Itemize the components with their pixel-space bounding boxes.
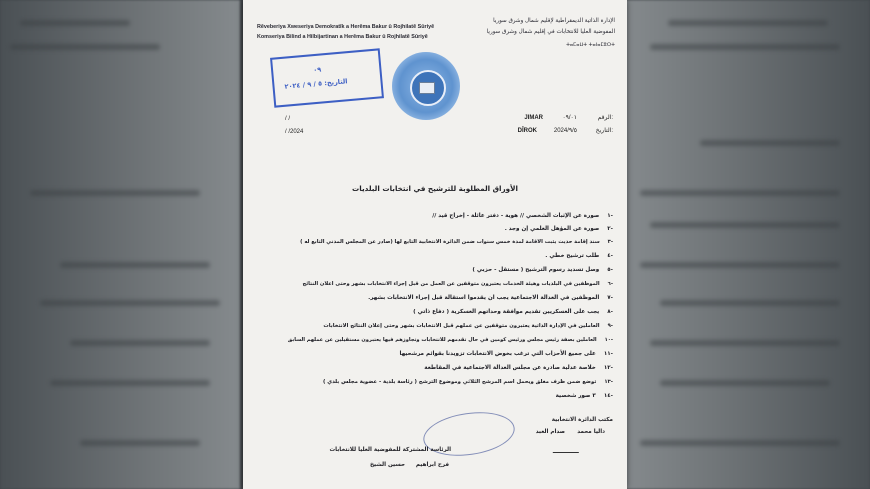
right-number-kurdish-label: JIMAR bbox=[524, 115, 543, 121]
list-item: -١صورة عن الإثبات الشخصي // هوية - دفتر عائلة - إخراج قيد // bbox=[432, 213, 613, 219]
document-title: الأوراق المطلوبة للترشيح في انتخابات البلديات bbox=[352, 184, 518, 193]
signature-name-2: صدام العبد bbox=[535, 429, 565, 435]
list-item: -٦الموظفين في البلديات وهيئة الخدمات يعتبرون متوقفين عن العمل من قبل إجراء الانتخابات بشهر وحتى اعلان النتائج bbox=[302, 281, 613, 287]
stamp-line2: التاريخ: ٥ / ٩ / ٢٠٢٤ bbox=[284, 77, 348, 91]
list-item: -٢صورة عن المؤهل العلمي إن وجد . bbox=[504, 226, 613, 232]
list-item: -٧الموظفين في العدالة الاجتماعية يجب ان يقدموا استقالة قبل إجراء الانتخابات بشهر. bbox=[368, 295, 613, 301]
list-item: -١٠العاملين بصفة رئيس مجلس ورئيس كومين في حال تقدمهم للانتخابات وتجاوزهم فيها يعتبرون مستقيلين عن عملهم السابق bbox=[287, 337, 613, 343]
list-item: -٤طلب ترشيح خطي . bbox=[545, 253, 613, 259]
signature-name-3: حسين الشيخ bbox=[369, 462, 405, 468]
signature-name-1: داليا محمد bbox=[577, 429, 605, 435]
signature-office-label: مكتب الدائرة الانتخابية bbox=[551, 417, 613, 423]
header-kurdish-line1: Rêveberiya Xweseriya Demokratîk a Herêma Bakur û Rojhilatê Sûriyê bbox=[257, 24, 435, 30]
header-syriac-line: ⵜⴰⵎⴰⵡⵜ ⵜⴰⵏⴰⵎⵓⵔⵜ bbox=[566, 42, 615, 48]
header-kurdish-line2: Komseriya Bilind a Hilbijartinan a Herêma Bakur û Rojhilatê Sûriyê bbox=[257, 34, 428, 40]
list-item: -٥وصل تسديد رسوم الترشيح ( مستقل - حزبي ) bbox=[472, 267, 613, 273]
stamp-line1: ٠٩ bbox=[312, 65, 322, 75]
list-item: -١٢خلاصة عدلية صادرة عن مجلس العدالة الاجتماعية في المقاطعة bbox=[424, 365, 613, 371]
list-item: -١١على جميع الأحزاب التي ترغب بخوض الانتخابات تزويدنا بقوائم مرشحيها bbox=[399, 351, 613, 357]
signature-name-4: فرح ابراهيم bbox=[415, 462, 449, 468]
right-date-value: 2024/٩/٥ bbox=[553, 128, 577, 134]
right-number-value: ٠٩/٠١ bbox=[562, 115, 577, 121]
list-item: -١٤٣ صور شخصية bbox=[555, 393, 613, 399]
receipt-stamp bbox=[270, 48, 384, 107]
right-date-label: التاريخ: bbox=[595, 128, 613, 134]
header-arabic-line2: المفوضية العليا للانتخابات في إقليم شمال وشرق سوريا bbox=[486, 29, 615, 35]
list-item: -٩العاملين في الإدارة الذاتية يعتبرون متوقفين عن عملهم قبل الانتخابات بشهر وحتى إعلان النتائج الانتخابات bbox=[323, 323, 613, 329]
signature-presidency-label: الرئاسة المشتركة للمفوضية العليا للانتخابات bbox=[329, 447, 451, 453]
background-left-blur bbox=[0, 0, 240, 489]
handwritten-signature-mark bbox=[553, 440, 584, 453]
background-right-blur bbox=[625, 0, 870, 489]
left-date-field: / /2024 bbox=[285, 129, 304, 135]
commission-emblem-icon bbox=[392, 52, 460, 120]
right-date-kurdish-label: DÎROK bbox=[517, 128, 537, 134]
header-arabic-line1: الإدارة الذاتية الديمقراطية لإقليم شمال وشرق سوريا bbox=[493, 18, 615, 24]
right-number-label: الرقم: bbox=[597, 115, 613, 121]
list-item: -٣سند إقامة حديث يثبت الاقامة لمدة خمس سنوات ضمن الدائرة الانتخابية التابع لها (صادر عن المجلس المدني التابع له ) bbox=[300, 239, 613, 245]
list-item: -٨يجب على العسكريين تقديم موافقة وحداتهم العسكرية ( دفاع ذاتي ) bbox=[413, 309, 613, 315]
left-number-field: / / bbox=[285, 116, 291, 122]
list-item: -١٣توضع ضمن ظرف مغلق ويحمل اسم المرشح الثلاثي وموضوع الترشح ( رئاسة بلدية - عضوية مجلس بلدي ) bbox=[322, 379, 613, 385]
document-page bbox=[243, 0, 627, 489]
